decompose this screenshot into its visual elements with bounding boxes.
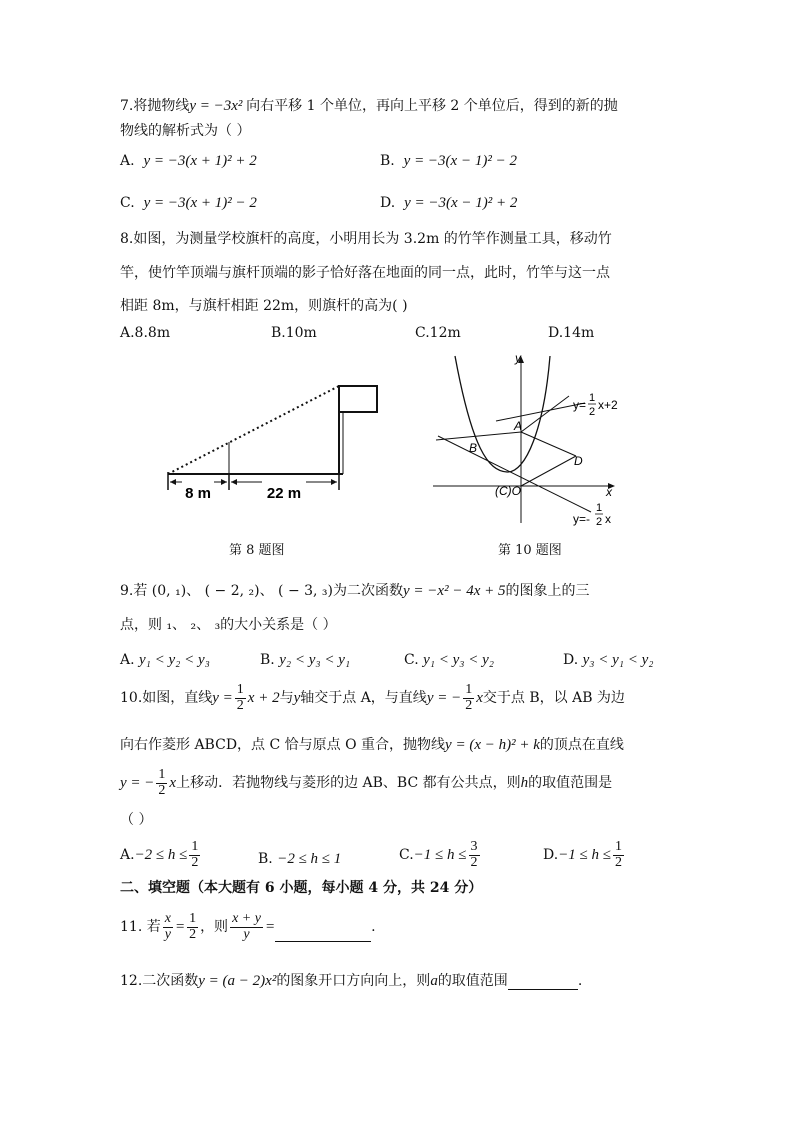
line-ab: [436, 396, 569, 440]
q9-option-b: B. y₂ < y₃ < y₁: [260, 652, 351, 668]
q9-line1: 9.若 (0, ₁)、 ( − 2, ₂)、 ( − 3, ₃)为二次函数y = −x² − 4x + 5的图象上的三: [120, 583, 590, 599]
section-2-title: 二、填空题（本大题有 6 小题，每小题 4 分，共 24 分）: [120, 880, 483, 896]
point-d-label: D: [574, 454, 583, 468]
line2-prefix: y=-: [573, 512, 591, 526]
edge-cd: [521, 456, 576, 486]
q9-option-c: C. y₁ < y₃ < y₂: [404, 652, 494, 668]
svg-text:x: x: [605, 512, 611, 526]
svg-text:2: 2: [588, 406, 596, 418]
q12-line: 12.二次函数y = (a − 2)x²的图象开口方向向上，则a的取值范围 .: [120, 973, 583, 989]
svg-text:1: 1: [595, 502, 603, 514]
q7-equation: y = −3x²: [189, 98, 247, 114]
point-b-label: B: [469, 441, 478, 455]
q9-option-a: A. y₁ < y₂ < y₃: [120, 652, 210, 668]
figure-8-flagpole: [160, 378, 385, 503]
figure-8-caption: 第 8 题图: [229, 543, 285, 558]
q10-line2: 向右作菱形 ABCD，点 C 恰与原点 O 重合，抛物线y = (x − h)² + k的顶点在直线: [120, 737, 624, 753]
q8-line1: 8.如图，为测量学校旗杆的高度，小明用长为 3.2m 的竹竿作测量工具，移动竹: [120, 231, 612, 247]
flag: [339, 386, 377, 412]
q9-line2: 点，则 ₁、 ₂、 ₃的大小关系是（ ）: [120, 617, 337, 633]
label-22m: 22 m: [266, 485, 302, 502]
q7-option-b: B. y = −3(x − 1)² − 2: [380, 153, 517, 169]
y-axis-label: y: [515, 351, 521, 365]
figure-10-caption: 第 10 题图: [498, 543, 562, 558]
q10-option-a: A.−2 ≤ h ≤ $\frac{1}{2}$: [120, 839, 199, 870]
q8-option-c: C.12m: [415, 325, 461, 341]
q7-line2: 物线的解析式为（ ）: [120, 123, 251, 139]
q12-answer-blank[interactable]: [508, 989, 578, 990]
q10-line4: （ ）: [120, 812, 153, 828]
svg-text:2: 2: [595, 516, 603, 528]
svg-text:x+2: x+2: [598, 398, 618, 412]
q11-line: 11. 若 $\frac{x}{y}$ = $\frac{1}{2}$ ，则 $\frac{x + y}{y}$ = .: [120, 911, 376, 942]
q10-line1: 10.如图，直线y = $\frac{1}{2}$ x + 2与y轴交于点 A，与直线y = − $\frac{1}{2}$ x交于点 B，以 AB 为边: [120, 682, 625, 713]
figure-10-graph: [428, 348, 628, 528]
shadow-line: [168, 386, 339, 474]
q8-option-d: D.14m: [548, 325, 595, 341]
x-axis-label: x: [606, 485, 612, 499]
line-neg-half-x: [438, 436, 591, 512]
q10-option-b: B. −2 ≤ h ≤ 1: [258, 851, 342, 867]
q10-line3: y = − $\frac{1}{2}$ x上移动．若抛物线与菱形的边 AB、BC 都有公共点，则h的取值范围是: [120, 767, 613, 798]
q8-option-b: B.10m: [271, 325, 317, 341]
origin-label: (C)O: [495, 484, 521, 498]
q7-option-d: D. y = −3(x − 1)² + 2: [380, 195, 518, 211]
svg-text:1: 1: [588, 392, 596, 404]
q10-option-d: D.−1 ≤ h ≤ $\frac{1}{2}$: [543, 839, 623, 870]
line1-prefix: y=: [573, 398, 587, 412]
point-a-label: A: [514, 419, 523, 433]
q7-line1: 7.将抛物线y = −3x² 向右平移 1 个单位，再向上平移 2 个单位后，得到的新的抛: [120, 98, 618, 114]
q10-option-c: C.−1 ≤ h ≤ $\frac{3}{2}$: [399, 839, 478, 870]
q8-line2: 竿，使竹竿顶端与旗杆顶端的影子恰好落在地面的同一点，此时，竹竿与这一点: [120, 265, 610, 281]
q8-option-a: A.8.8m: [120, 325, 171, 341]
q9-option-d: D. y₃ < y₁ < y₂: [563, 652, 654, 668]
q7-option-c: C. y = −3(x + 1)² − 2: [120, 195, 257, 211]
q11-answer-blank[interactable]: [275, 941, 371, 942]
q7-option-a: A. y = −3(x + 1)² + 2: [120, 153, 257, 169]
label-8m: 8 m: [185, 485, 211, 502]
q8-line3: 相距 8m，与旗杆相距 22m，则旗杆的高为( ): [120, 298, 408, 314]
